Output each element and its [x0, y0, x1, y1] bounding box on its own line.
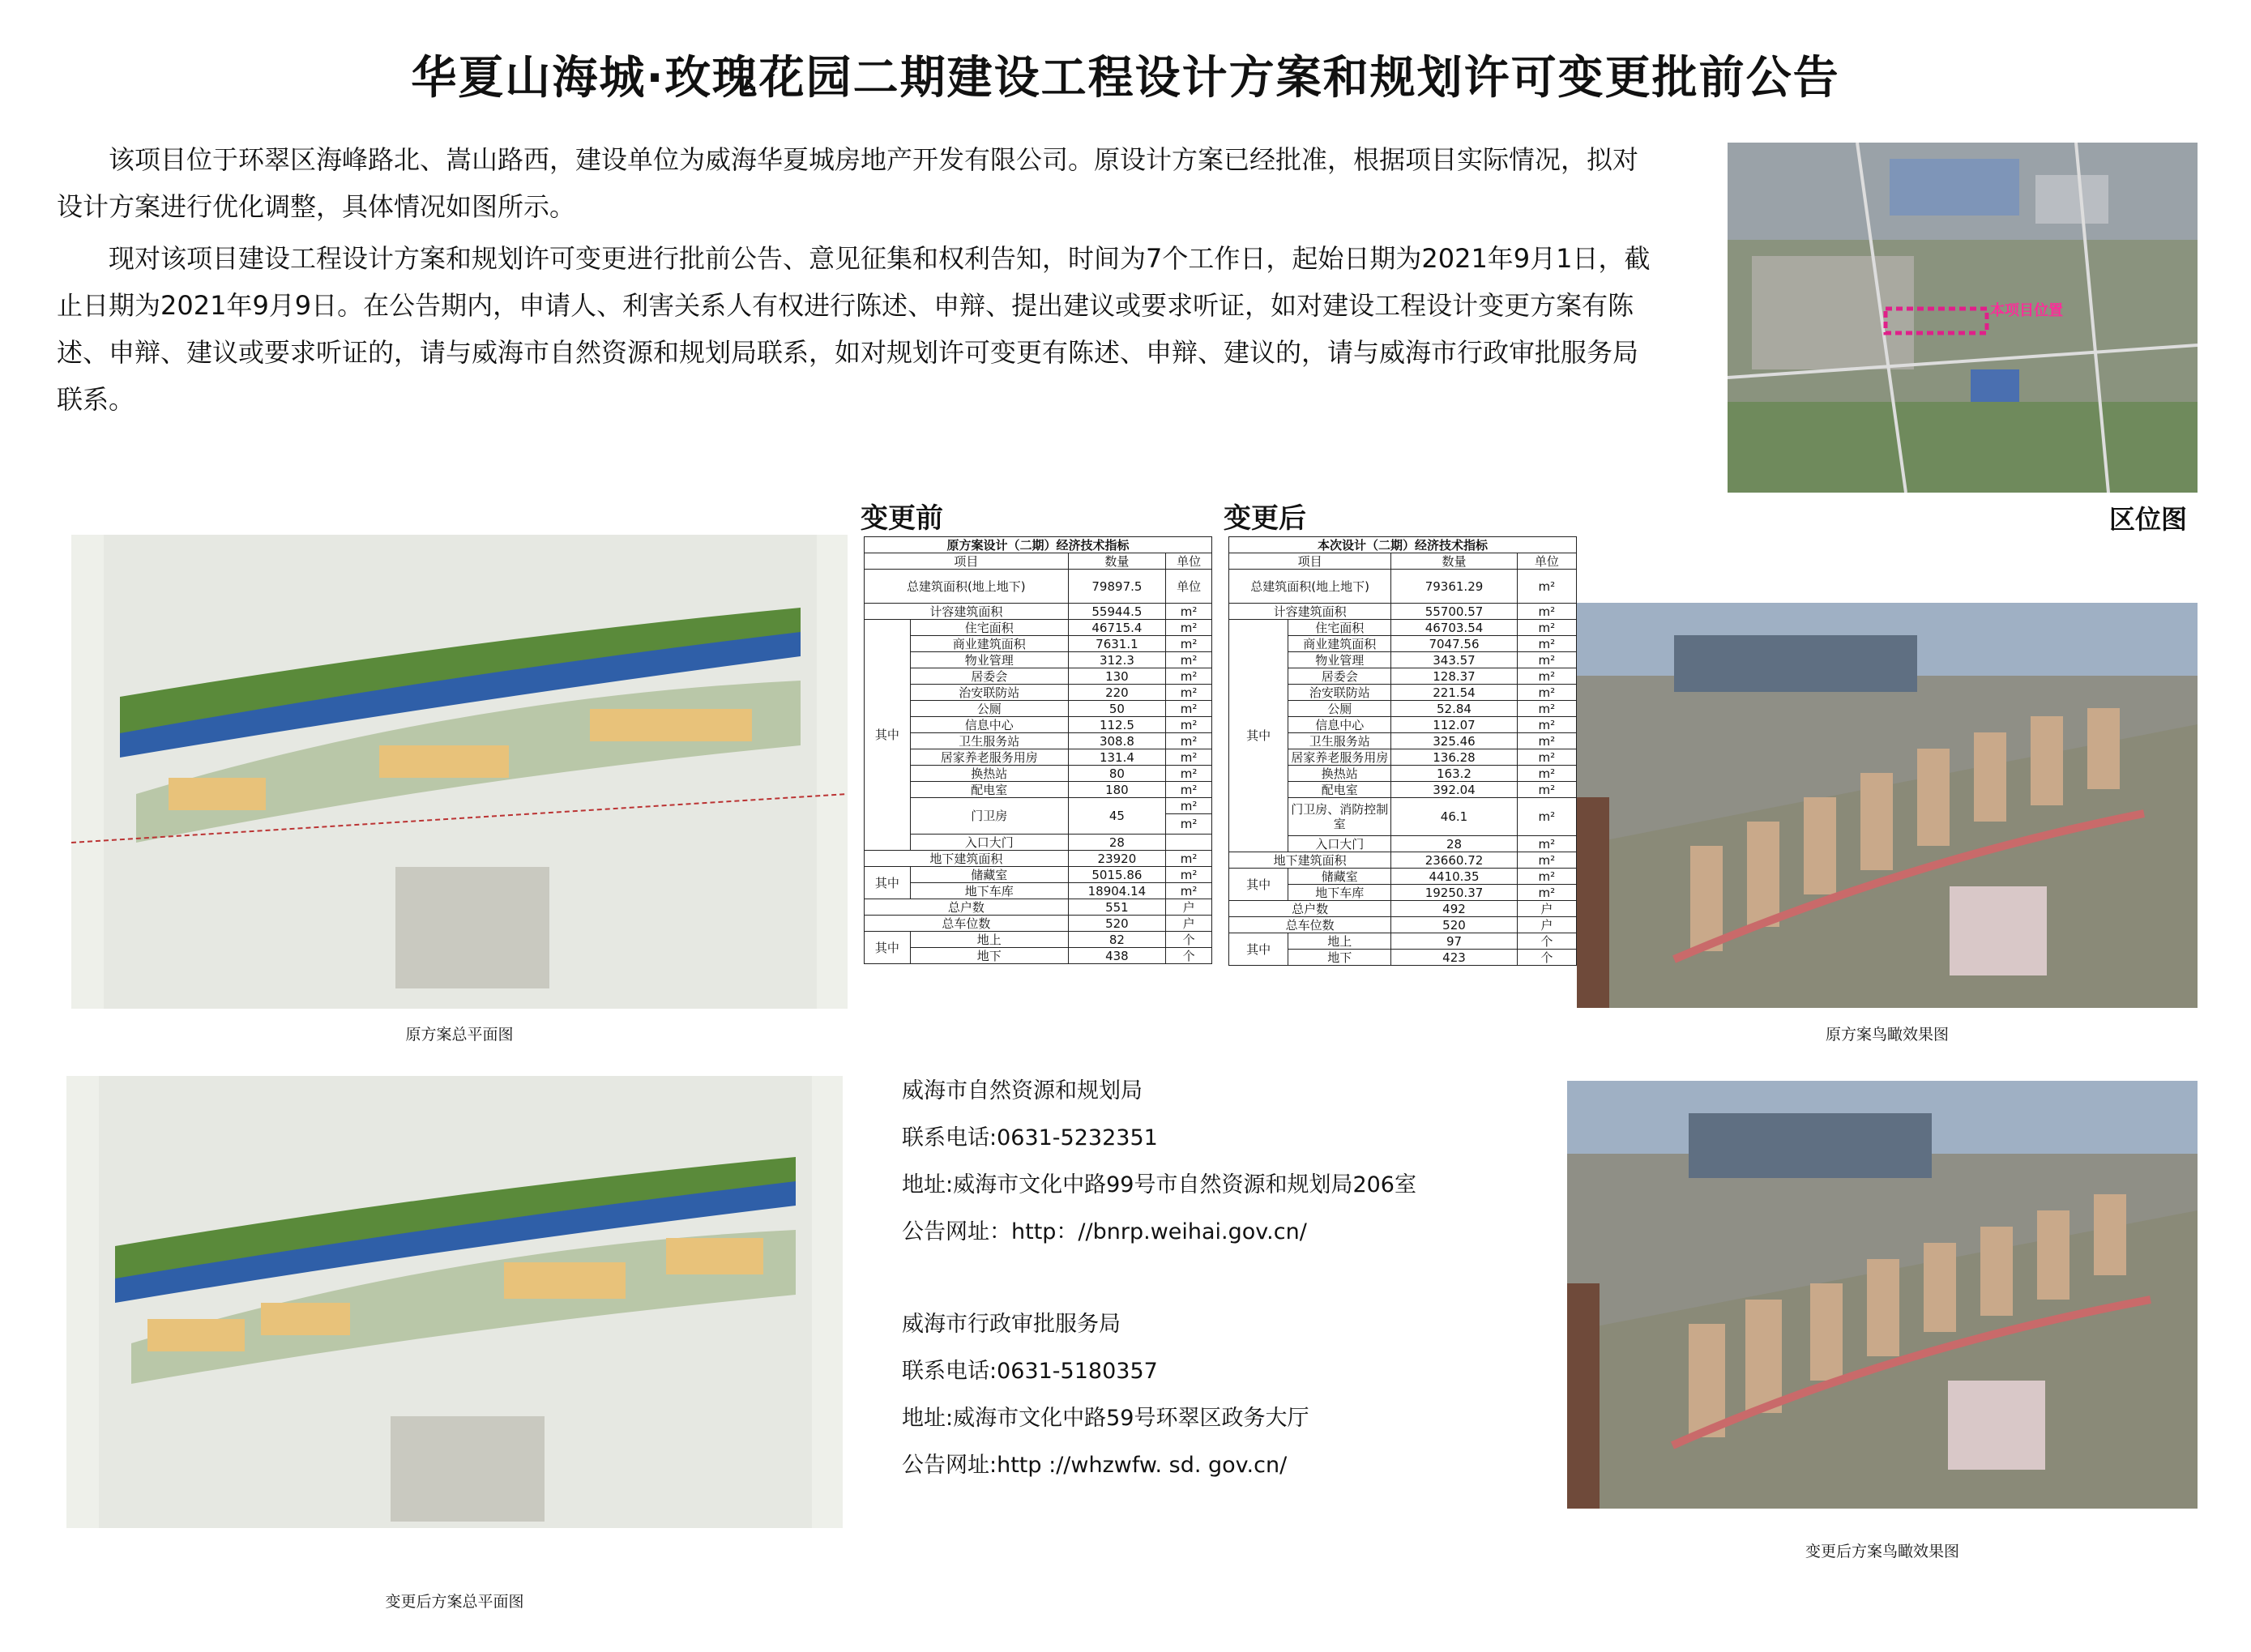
table-cell: 520: [1391, 917, 1517, 933]
table-cell: 97: [1391, 933, 1517, 950]
original-site-plan-caption: 原方案总平面图: [405, 1026, 514, 1044]
table-cell: 居委会: [910, 668, 1068, 685]
table-cell: 4410.35: [1391, 869, 1517, 885]
new-aerial-caption: 变更后方案鸟瞰效果图: [1805, 1543, 1959, 1560]
table-cell: 户: [1166, 899, 1212, 916]
table-cell: m²: [1517, 885, 1576, 901]
table-before-col-item: 项目: [865, 553, 1069, 570]
table-cell: 50: [1068, 701, 1166, 717]
table-cell: 信息中心: [1288, 717, 1391, 733]
table-cell: 个: [1166, 932, 1212, 948]
contact-approval-phone: 联系电话:0631-5180357: [902, 1359, 1158, 1384]
table-cell: m²: [1166, 685, 1212, 701]
table-cell: m²: [1517, 717, 1576, 733]
table-cell: 物业管理: [1288, 652, 1391, 668]
table-cell: 45: [1068, 798, 1166, 835]
table-cell: 地下车库: [910, 883, 1068, 899]
table-cell: 公厕: [1288, 701, 1391, 717]
intro-paragraph-1: 该项目位于环翠区海峰路北、嵩山路西，建设单位为威海华夏城房地产开发有限公司。原设计方案已经批准，根据项目实际情况，拟对设计方案进行优化调整，具体情况如图所示。: [57, 144, 1639, 222]
table-qizhong: 其中: [1229, 869, 1288, 901]
table-cell: 总户数: [865, 899, 1069, 916]
table-cell: 配电室: [1288, 782, 1391, 798]
table-cell: 住宅面积: [1288, 620, 1391, 636]
table-cell: 19250.37: [1391, 885, 1517, 901]
table-cell: 地下车库: [1288, 885, 1391, 901]
contact-approval: [902, 1301, 1309, 1489]
table-cell: 180: [1068, 782, 1166, 798]
table-cell: 治安联防站: [1288, 685, 1391, 701]
table-after-title: 本次设计（二期）经济技术指标: [1229, 537, 1577, 553]
table-cell: m²: [1166, 798, 1212, 814]
table-cell: 居委会: [1288, 668, 1391, 685]
table-cell: 136.28: [1391, 749, 1517, 766]
contact-nrp-org: 威海市自然资源和规划局: [902, 1078, 1143, 1103]
table-cell: 55944.5: [1068, 604, 1166, 620]
table-cell: 入口大门: [910, 835, 1068, 851]
table-cell: m²: [1517, 733, 1576, 749]
table-cell: 公厕: [910, 701, 1068, 717]
location-map-caption: 区位图: [2109, 504, 2188, 535]
table-cell: 换热站: [910, 766, 1068, 782]
intro-paragraph-2: 现对该项目建设工程设计方案和规划许可变更进行批前公告、意见征集和权利告知，时间为7个工作日，起始日期为2021年9月1日，截止日期为2021年9月9日。在公告期内，申请人、利害关系人有权进行陈述、申辩、提出建议或要求听证，如对建设工程设计变更方案有陈述、申辩、建议或要求听证的，请与威海市自然资源和规划局联系，如对规划许可变更有陈述、申辩、建议的，请与威海市行政审批服务局联系。: [57, 243, 1651, 415]
table-cell: m²: [1166, 733, 1212, 749]
table-cell: 325.46: [1391, 733, 1517, 749]
table-cell: m²: [1517, 636, 1576, 652]
table-cell: m²: [1517, 701, 1576, 717]
table-cell: 23920: [1068, 851, 1166, 867]
table-cell: 7047.56: [1391, 636, 1517, 652]
table-cell: 配电室: [910, 782, 1068, 798]
table-cell: 地下: [1288, 950, 1391, 966]
table-cell: 551: [1068, 899, 1166, 916]
table-cell: [1166, 835, 1212, 851]
table-cell: 总车位数: [865, 916, 1069, 932]
table-cell: 312.3: [1068, 652, 1166, 668]
table-cell: 信息中心: [910, 717, 1068, 733]
table-cell: m²: [1166, 883, 1212, 899]
table-cell: 79361.29: [1391, 570, 1517, 604]
table-row: 计容建筑面积: [1229, 604, 1391, 620]
table-cell: m²: [1517, 852, 1576, 869]
table-cell: 131.4: [1068, 749, 1166, 766]
table-cell: m²: [1166, 701, 1212, 717]
table-cell: 商业建筑面积: [910, 636, 1068, 652]
location-map-image: [1728, 143, 2198, 493]
table-cell: 户: [1517, 917, 1576, 933]
table-cell: 个: [1517, 933, 1576, 950]
table-cell: 112.5: [1068, 717, 1166, 733]
table-cell: m²: [1166, 766, 1212, 782]
after-label: 变更后: [1224, 502, 1306, 535]
table-cell: m²: [1166, 620, 1212, 636]
table-row: 总建筑面积(地上地下): [1229, 570, 1391, 604]
table-cell: 423: [1391, 950, 1517, 966]
table-cell: 7631.1: [1068, 636, 1166, 652]
original-aerial-image: [1577, 603, 2198, 1008]
table-cell: 门卫房、消防控制室: [1288, 798, 1391, 836]
table-cell: m²: [1517, 620, 1576, 636]
table-before-col-unit: 单位: [1166, 553, 1212, 570]
table-cell: m²: [1517, 685, 1576, 701]
table-cell: 112.07: [1391, 717, 1517, 733]
table-cell: m²: [1517, 604, 1576, 620]
table-cell: m²: [1166, 814, 1212, 835]
table-cell: 个: [1166, 948, 1212, 964]
contact-nrp: [902, 1068, 1416, 1256]
table-cell: m²: [1517, 749, 1576, 766]
table-cell: 520: [1068, 916, 1166, 932]
table-cell: m²: [1166, 782, 1212, 798]
original-aerial-caption: 原方案鸟瞰效果图: [1825, 1026, 1949, 1044]
table-cell: m²: [1166, 749, 1212, 766]
table-before-col-qty: 数量: [1068, 553, 1166, 570]
original-site-plan-image: [71, 535, 848, 1009]
table-cell: 130: [1068, 668, 1166, 685]
table-qizhong: 其中: [1229, 620, 1288, 852]
table-cell: 28: [1391, 836, 1517, 852]
table-cell: 163.2: [1391, 766, 1517, 782]
table-cell: 492: [1391, 901, 1517, 917]
table-cell: 308.8: [1068, 733, 1166, 749]
table-cell: 户: [1517, 901, 1576, 917]
table-cell: 居家养老服务用房: [910, 749, 1068, 766]
table-cell: 入口大门: [1288, 836, 1391, 852]
table-cell: 23660.72: [1391, 852, 1517, 869]
table-cell: 438: [1068, 948, 1166, 964]
table-cell: 46703.54: [1391, 620, 1517, 636]
table-cell: 地上: [910, 932, 1068, 948]
table-qizhong: 其中: [865, 867, 911, 899]
table-qizhong: 其中: [1229, 933, 1288, 966]
table-cell: m²: [1517, 652, 1576, 668]
table-row: 总建筑面积(地上地下): [865, 570, 1069, 604]
table-cell: 46715.4: [1068, 620, 1166, 636]
table-cell: m²: [1166, 604, 1212, 620]
location-marker-label: 本项目位置: [1990, 302, 2063, 319]
contact-nrp-phone: 联系电话:0631-5232351: [902, 1125, 1158, 1150]
table-cell: 换热站: [1288, 766, 1391, 782]
table-cell: m²: [1166, 636, 1212, 652]
table-cell: m²: [1166, 652, 1212, 668]
new-site-plan-caption: 变更后方案总平面图: [385, 1593, 524, 1611]
table-cell: m²: [1166, 717, 1212, 733]
page-title: 华夏山海城·玫瑰花园二期建设工程设计方案和规划许可变更批前公告: [411, 52, 1840, 105]
table-cell: 储藏室: [1288, 869, 1391, 885]
table-cell: m²: [1166, 668, 1212, 685]
table-cell: 门卫房: [910, 798, 1068, 835]
table-cell: m²: [1517, 782, 1576, 798]
new-site-plan-image: [66, 1076, 843, 1528]
table-cell: 80: [1068, 766, 1166, 782]
table-cell: m²: [1517, 766, 1576, 782]
table-cell: 地上: [1288, 933, 1391, 950]
table-cell: 地下: [910, 948, 1068, 964]
before-label: 变更前: [861, 502, 943, 535]
table-cell: m²: [1517, 668, 1576, 685]
table-cell: 221.54: [1391, 685, 1517, 701]
table-cell: 28: [1068, 835, 1166, 851]
table-cell: 5015.86: [1068, 867, 1166, 883]
table-cell: 79897.5: [1068, 570, 1166, 604]
new-aerial-image: [1567, 1081, 2198, 1509]
table-cell: 82: [1068, 932, 1166, 948]
table-cell: 居家养老服务用房: [1288, 749, 1391, 766]
table-qizhong: 其中: [865, 620, 911, 851]
table-cell: m²: [1517, 570, 1576, 604]
table-row: 计容建筑面积: [865, 604, 1069, 620]
table-cell: 392.04: [1391, 782, 1517, 798]
table-after-col-qty: 数量: [1391, 553, 1517, 570]
table-cell: 地下建筑面积: [865, 851, 1069, 867]
table-cell: 户: [1166, 916, 1212, 932]
table-cell: m²: [1517, 836, 1576, 852]
contact-approval-address: 地址:威海市文化中路59号环翠区政务大厅: [902, 1406, 1309, 1431]
table-cell: 220: [1068, 685, 1166, 701]
contact-nrp-website[interactable]: 公告网址：http：//bnrp.weihai.gov.cn/: [902, 1219, 1307, 1244]
table-cell: 地下建筑面积: [1229, 852, 1391, 869]
contact-approval-org: 威海市行政审批服务局: [902, 1312, 1121, 1337]
table-cell: m²: [1517, 798, 1576, 836]
table-cell: 128.37: [1391, 668, 1517, 685]
table-before: [864, 536, 1212, 964]
table-cell: m²: [1166, 867, 1212, 883]
table-cell: 住宅面积: [910, 620, 1068, 636]
table-cell: 46.1: [1391, 798, 1517, 836]
table-before-title: 原方案设计（二期）经济技术指标: [865, 537, 1212, 553]
table-cell: 卫生服务站: [1288, 733, 1391, 749]
table-cell: 储藏室: [910, 867, 1068, 883]
table-cell: 治安联防站: [910, 685, 1068, 701]
table-cell: m²: [1166, 851, 1212, 867]
contact-approval-website[interactable]: 公告网址:http ://whzwfw. sd. gov.cn/: [902, 1453, 1288, 1478]
contact-nrp-address: 地址:威海市文化中路99号市自然资源和规划局206室: [902, 1172, 1416, 1197]
table-cell: m²: [1517, 869, 1576, 885]
table-cell: 个: [1517, 950, 1576, 966]
table-cell: 卫生服务站: [910, 733, 1068, 749]
table-cell: 商业建筑面积: [1288, 636, 1391, 652]
table-after: [1228, 536, 1577, 966]
table-cell: 343.57: [1391, 652, 1517, 668]
table-cell: 总户数: [1229, 901, 1391, 917]
table-cell: 单位: [1166, 570, 1212, 604]
table-after-col-unit: 单位: [1517, 553, 1576, 570]
table-cell: 物业管理: [910, 652, 1068, 668]
table-cell: 55700.57: [1391, 604, 1517, 620]
table-cell: 18904.14: [1068, 883, 1166, 899]
table-qizhong: 其中: [865, 932, 911, 964]
table-cell: 52.84: [1391, 701, 1517, 717]
table-after-col-item: 项目: [1229, 553, 1391, 570]
table-cell: 总车位数: [1229, 917, 1391, 933]
